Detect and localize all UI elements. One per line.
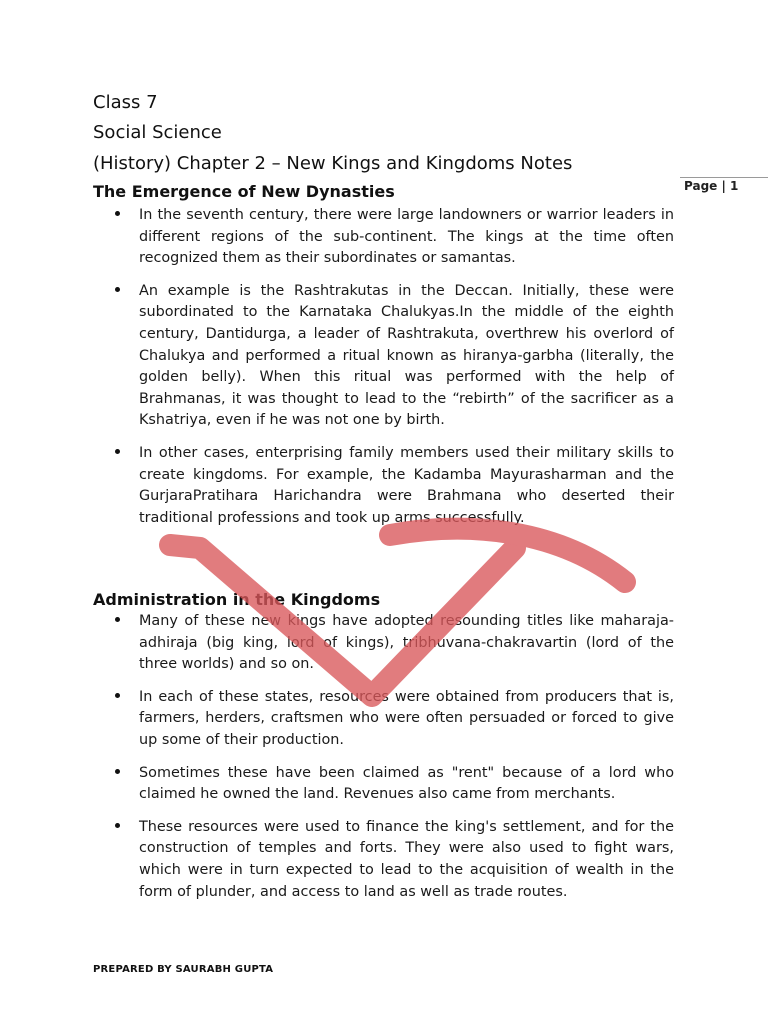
bullet-icon (115, 211, 120, 216)
page-title-class: Class 7 (93, 92, 158, 113)
list-item (115, 687, 674, 752)
list-item (115, 443, 674, 529)
list-item-text: In each of these states, resources were obtained from producers that is, farmers, herders, craftsmen who were often persuaded or forced to give up some of their production. (139, 688, 674, 748)
list-item-text: An example is the Rashtrakutas in the Deccan. Initially, these were subordinated to the Karnataka Chalukyas.In the middle of the eighth century, Dantidurga, a leader of Rashtrakuta, overthrew his overlord of Chalukya and performed a ritual known as hiranya-garbha (literally, the golden belly). When this ritual was performed with the help of Brahmanas, it was thought to lead to the “rebirth” of the sacrificer as a Kshatriya, even if he was not one by birth. (139, 282, 674, 429)
bullet-icon (115, 617, 120, 622)
list-item-text: Sometimes these have been claimed as "rent" because of a lord who claimed he owned the land. Revenues also came from merchants. (139, 764, 674, 803)
bullet-list-emergence (115, 205, 674, 529)
list-item-text: In the seventh century, there were large landowners or warrior leaders in different regions of the sub-continent. The kings at the time often recognized them as their subordinates or samantas. (139, 207, 674, 267)
section-heading-emergence: The Emergence of New Dynasties (93, 182, 395, 201)
section-heading-administration: Administration in the Kingdoms (93, 590, 381, 609)
list-item-text: In other cases, enterprising family members used their military skills to create kingdoms. For example, the Kadamba Mayurasharman and the GurjaraPratihara Harichandra were Brahmana who deserted their traditional professions and took up arms successfully. (139, 444, 674, 526)
bullet-icon (115, 287, 120, 292)
list-item (115, 281, 674, 432)
bullet-icon (115, 769, 120, 774)
list-item (115, 205, 674, 270)
bullet-icon (115, 823, 120, 828)
page-number: Page | 1 (684, 179, 739, 193)
page-title-chapter: (History) Chapter 2 – New Kings and Kingdoms Notes (93, 153, 573, 174)
watermark-arc-stroke-icon (390, 529, 625, 582)
page-number-rule (680, 177, 768, 178)
bullet-list-administration (115, 611, 674, 903)
footer-prepared-by: PREPARED BY SAURABH GUPTA (93, 964, 274, 975)
list-item (115, 817, 674, 903)
list-item-text: These resources were used to finance the king's settlement, and for the construction of temples and forts. They were also used to fight wars, which were in turn expected to lead to the acquisition of wealth in the form of plunder, and access to land as well as trade routes. (139, 818, 674, 900)
bullet-icon (115, 449, 120, 454)
bullet-icon (115, 693, 120, 698)
page-title-subject: Social Science (93, 122, 222, 143)
list-item (115, 763, 674, 806)
list-item-text: Many of these new kings have adopted resounding titles like maharaja-adhiraja (big king, lord of kings), tribhuvana-chakravartin (lord of the three worlds) and so on. (139, 613, 674, 673)
list-item (115, 611, 674, 676)
